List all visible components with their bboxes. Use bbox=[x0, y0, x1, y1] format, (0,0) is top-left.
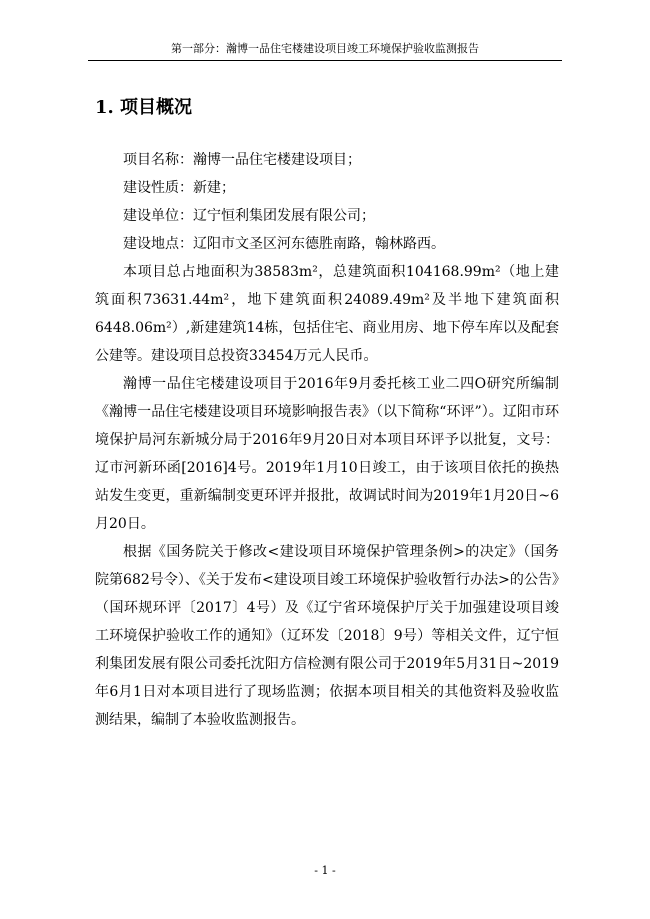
body-text bbox=[95, 146, 559, 734]
construction-location-line: 建设地点：辽阳市文圣区河东德胜南路，翰林路西。 bbox=[123, 236, 445, 252]
basis-paragraph: 根据《国务院关于修改<建设项目环境保护管理条例>的决定》（国务院第682号令）、《关于发布<建设项目竣工环境保护验收暂行办法>的公告》（国环规环评〔2017〕4号）及《辽宁省环境保护厅关于加强建设项目竣工环境保护验收工作的通知》（辽环发〔2018〕9号）等相关文件，辽宁恒利集团发展有限公司委托沈阳方信检测有限公司于2019年5月31日~2019年6月1日对本项目进行了现场监测；依据本项目相关的其他资料及验收监测结果，编制了本验收监测报告。 bbox=[95, 544, 559, 728]
construction-unit-line: 建设单位：辽宁恒利集团发展有限公司； bbox=[123, 208, 375, 224]
construction-nature-line: 建设性质：新建； bbox=[123, 180, 235, 196]
page-number: - 1 - bbox=[314, 864, 336, 877]
header-divider bbox=[88, 60, 562, 61]
project-name-line: 项目名称：瀚博一品住宅楼建设项目； bbox=[123, 152, 361, 168]
history-paragraph: 瀚博一品住宅楼建设项目于2016年9月委托核工业二四O研究所编制《瀚博一品住宅楼建设项目环境影响报告表》（以下简称“环评”）。辽阳市环境保护局河东新城分局于2016年9月20日对本项目环评予以批复，文号：辽市河新环函[2016]4号。2019年1月10日竣工，由于该项目依托的换热站发生变更，重新编制变更环评并报批，故调试时间为2019年1月20日~6月20日。 bbox=[95, 376, 559, 532]
area-paragraph: 本项目总占地面积为38583m²，总建筑面积104168.99m²（地上建筑面积73631.44m²，地下建筑面积24089.49m²及半地下建筑面积6448.06m²）,新建建筑14栋，包括住宅、商业用房、地下停车库以及配套公建等。建设项目总投资33454万元人民币。 bbox=[95, 264, 559, 364]
section-heading: 1. 项目概况 bbox=[95, 97, 193, 118]
running-header: 第一部分：瀚博一品住宅楼建设项目竣工环境保护验收监测报告 bbox=[171, 42, 479, 55]
